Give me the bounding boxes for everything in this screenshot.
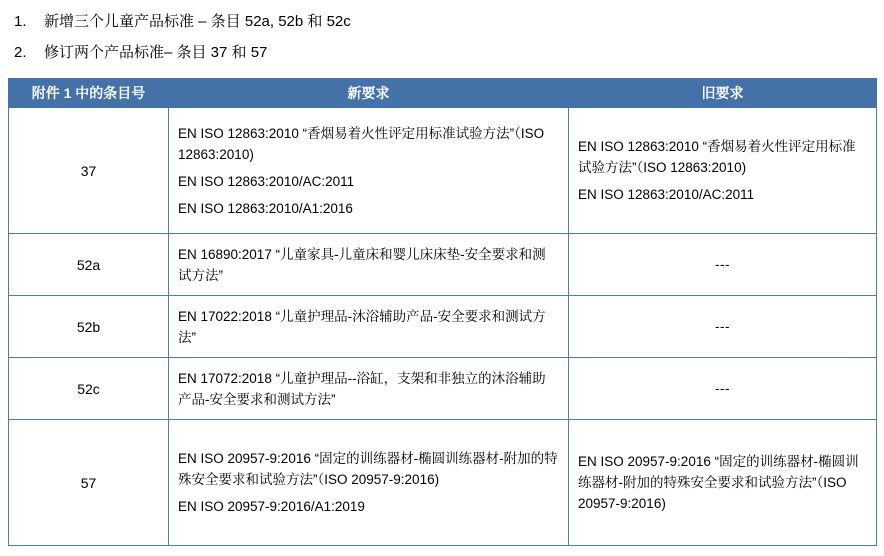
cell-item-no: 37 [9, 108, 169, 234]
intro-item-number: 1. [14, 13, 27, 30]
table-row [9, 420, 877, 546]
requirement-line: EN 17022:2018 “儿童护理品-沐浴辅助产品-安全要求和测试方法” [178, 308, 546, 345]
cell-old-requirement: --- [569, 234, 877, 296]
table-body [9, 108, 877, 546]
intro-list [0, 0, 884, 74]
cell-new-requirement [169, 358, 569, 420]
table-row [9, 234, 877, 296]
requirement-line: EN ISO 12863:2010/AC:2011 [578, 187, 755, 202]
column-header-old-requirement: 旧要求 [569, 79, 877, 108]
requirement-line: EN ISO 20957-9:2016/A1:2019 [178, 499, 365, 514]
requirement-line: EN 17072:2018 “儿童护理品--浴缸，支架和非独立的沐浴辅助产品-安全要求和测试方法” [178, 370, 546, 407]
cell-item-no: 52a [9, 234, 169, 296]
requirement-line: EN ISO 20957-9:2016 “固定的训练器材-椭圆训练器材-附加的特殊安全要求和试验方法”（ISO 20957-9:2016) [578, 454, 859, 511]
cell-old-requirement [569, 108, 877, 234]
column-header-new-requirement: 新要求 [169, 79, 569, 108]
cell-new-requirement [169, 296, 569, 358]
standards-table [8, 78, 877, 546]
table-row [9, 358, 877, 420]
table-header [9, 79, 877, 108]
intro-item-text: 新增三个儿童产品标准 – 条目 52a, 52b 和 52c [44, 13, 351, 30]
intro-item-number: 2. [14, 44, 27, 61]
table-row [9, 296, 877, 358]
requirement-line: EN ISO 12863:2010/AC:2011 [178, 173, 355, 189]
cell-old-requirement [569, 420, 877, 546]
cell-item-no: 57 [9, 420, 169, 546]
requirement-line: EN ISO 12863:2010 “香烟易着火性评定用标准试验方法”（ISO 12863:2010) [578, 139, 856, 175]
intro-list-item [0, 39, 884, 70]
requirement-line: EN ISO 12863:2010/A1:2016 [178, 200, 353, 216]
cell-old-requirement: --- [569, 296, 877, 358]
requirement-line: EN ISO 12863:2010 “香烟易着火性评定用标准试验方法”（ISO 12863:2010) [178, 125, 545, 162]
requirement-line: EN ISO 20957-9:2016 “固定的训练器材-椭圆训练器材-附加的特殊安全要求和试验方法”（ISO 20957-9:2016) [178, 451, 558, 487]
requirement-line: EN 16890:2017 “儿童家具-儿童床和婴儿床床垫-安全要求和测试方法” [178, 246, 546, 283]
cell-new-requirement [169, 234, 569, 296]
cell-item-no: 52c [9, 358, 169, 420]
table-row [9, 108, 877, 234]
intro-item-text: 修订两个产品标准– 条目 37 和 57 [44, 44, 268, 61]
cell-item-no: 52b [9, 296, 169, 358]
cell-new-requirement [169, 108, 569, 234]
cell-old-requirement: --- [569, 358, 877, 420]
column-header-item-no: 附件 1 中的条目号 [9, 79, 169, 108]
table-header-row [9, 79, 877, 108]
cell-new-requirement [169, 420, 569, 546]
intro-list-item [0, 8, 884, 39]
